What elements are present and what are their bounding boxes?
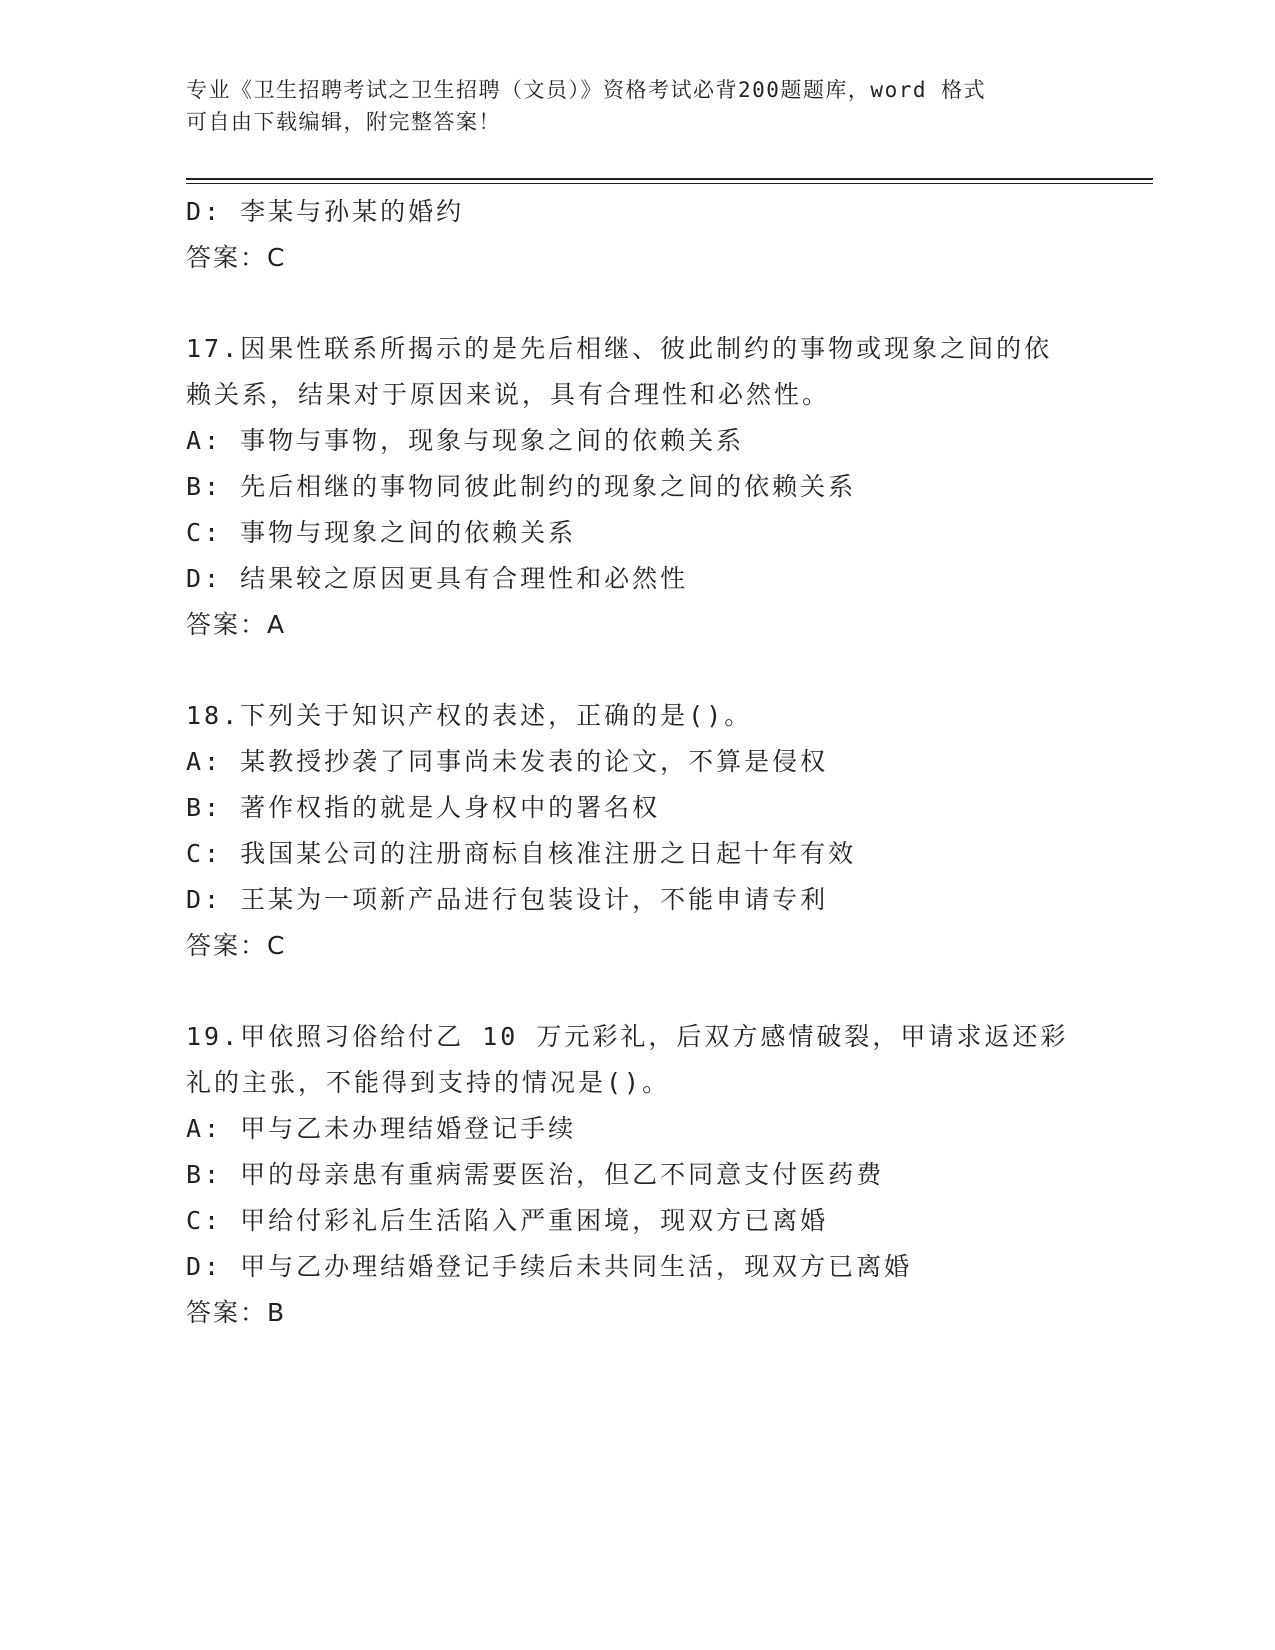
question-stem: 18.下列关于知识产权的表述，正确的是()。 xyxy=(186,701,753,730)
option-d: D: 李某与孙某的婚约 xyxy=(186,197,465,226)
question-17 xyxy=(186,326,1086,648)
option-c: C: 甲给付彩礼后生活陷入严重困境，现双方已离婚 xyxy=(186,1206,829,1235)
option-b: B: 甲的母亲患有重病需要医治，但乙不同意支付医药费 xyxy=(186,1160,885,1189)
option-b: B: 著作权指的就是人身权中的署名权 xyxy=(186,793,661,822)
option-a: A: 事物与事物，现象与现象之间的依赖关系 xyxy=(186,426,745,455)
option-d: D: 王某为一项新产品进行包装设计，不能申请专利 xyxy=(186,885,829,914)
option-d: D: 甲与乙办理结婚登记手续后未共同生活，现双方已离婚 xyxy=(186,1252,913,1281)
question-stem: 19.甲依照习俗给付乙 10 万元彩礼，后双方感情破裂，甲请求返还彩 xyxy=(186,1022,1069,1051)
option-a: A: 甲与乙未办理结婚登记手续 xyxy=(186,1114,577,1143)
partial-question xyxy=(186,189,1086,281)
header-rule-thick xyxy=(186,178,1153,180)
answer-line: 答案：B xyxy=(186,1298,287,1327)
question-stem: 赖关系，结果对于原因来说，具有合理性和必然性。 xyxy=(186,380,831,409)
option-c: C: 我国某公司的注册商标自核准注册之日起十年有效 xyxy=(186,839,857,868)
question-stem: 17.因果性联系所揭示的是先后相继、彼此制约的事物或现象之间的依 xyxy=(186,334,1053,363)
answer-line: 答案：C xyxy=(186,243,287,272)
option-a: A: 某教授抄袭了同事尚未发表的论文，不算是侵权 xyxy=(186,747,829,776)
answer-line: 答案：C xyxy=(186,931,287,960)
option-b: B: 先后相继的事物同彼此制约的现象之间的依赖关系 xyxy=(186,472,857,501)
header-line-1: 专业《卫生招聘考试之卫生招聘（文员）》资格考试必背200题题库，word 格式 xyxy=(186,78,987,102)
header-line-2: 可自由下载编辑，附完整答案！ xyxy=(186,110,501,134)
question-18 xyxy=(186,693,1086,969)
document-header xyxy=(186,74,1086,138)
question-content xyxy=(186,189,1086,1336)
question-19 xyxy=(186,1014,1086,1336)
question-stem: 礼的主张，不能得到支持的情况是()。 xyxy=(186,1068,671,1097)
option-c: C: 事物与现象之间的依赖关系 xyxy=(186,518,577,547)
option-d: D: 结果较之原因更具有合理性和必然性 xyxy=(186,564,689,593)
answer-line: 答案：A xyxy=(186,610,287,639)
header-rule-thin xyxy=(186,183,1153,184)
